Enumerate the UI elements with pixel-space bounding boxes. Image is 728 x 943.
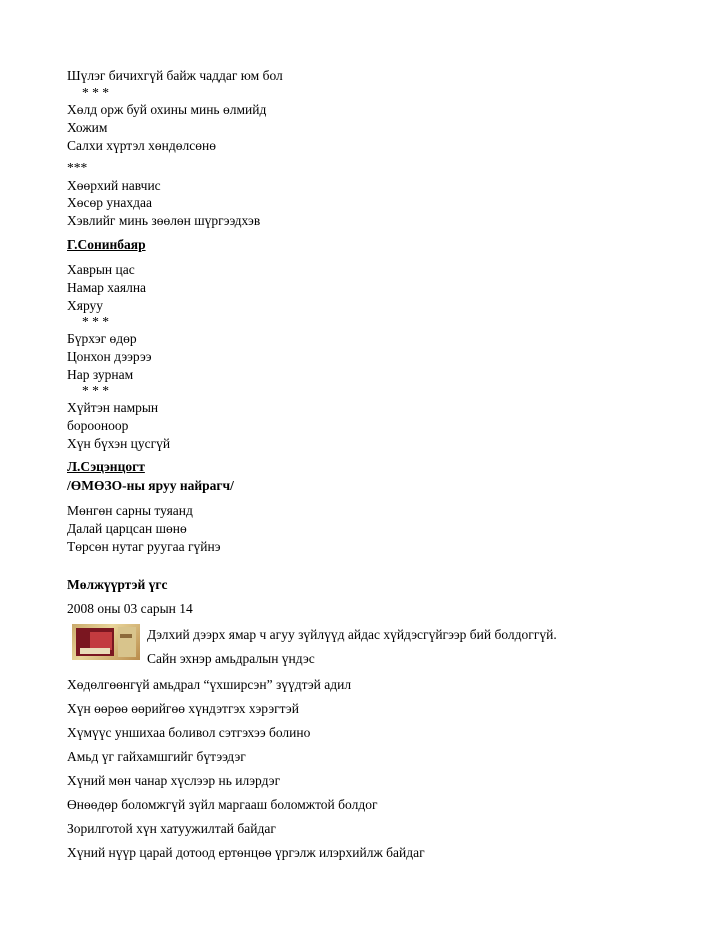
- quote-line: Хөдөлгөөнгүй амьдрал “үхширсэн” зүүдтэй адил: [67, 677, 352, 692]
- author-name: Г.Сонинбаяр: [67, 237, 146, 252]
- poem-line: Нар зурнам: [67, 367, 134, 382]
- quote-line: Сайн эхнэр амьдралын үндэс: [147, 651, 315, 666]
- quote-line: Өнөөдөр боломжгүй зүйл маргааш боломжтой болдог: [67, 797, 378, 812]
- poem-line: Хүн бүхэн цусгүй: [67, 436, 171, 451]
- poem-line: Бүрхэг өдөр: [67, 331, 137, 346]
- section-heading: Мөлжүүртэй үгс: [67, 577, 168, 592]
- poem-line: Хүйтэн намрын: [67, 400, 159, 415]
- poem-line: Хөсөр унахдаа: [67, 195, 152, 210]
- decorative-image: [72, 624, 140, 660]
- quote-line: Дэлхий дээрх ямар ч агуу зүйлүүд айдас хүйдэсгүйгээр бий болдоггүй.: [147, 627, 557, 642]
- poem-line: Хожим: [67, 120, 108, 135]
- poem-line: Хяруу: [67, 298, 104, 313]
- quote-line: Хүмүүс уншихаа боливол сэтгэхээ болино: [67, 725, 311, 740]
- quote-line: Амьд үг гайхамшгийг бүтээдэг: [67, 749, 246, 764]
- stanza-separator: * * *: [82, 383, 109, 398]
- poem-line: Хаврын цас: [67, 262, 135, 277]
- section-date: 2008 оны 03 сарын 14: [67, 601, 193, 616]
- poem-line: Шүлэг бичихгүй байж чаддаг юм бол: [67, 68, 283, 83]
- poem-line: Далай царцсан шөнө: [67, 521, 187, 536]
- quote-line: Зорилготой хүн хатуужилтай байдаг: [67, 821, 276, 836]
- quote-line: Хүний мөн чанар хүслээр нь илэрдэг: [67, 773, 281, 788]
- author-subtitle: /ӨМӨЗО-ны яруу найрагч/: [67, 478, 234, 493]
- quote-line: Хүн өөрөө өөрийгөө хүндэтгэх хэрэгтэй: [67, 701, 299, 716]
- author-name: Л.Сэцэнцогт: [67, 459, 145, 474]
- poem-line: Салхи хүртэл хөндөлсөнө: [67, 138, 216, 153]
- stanza-separator: * * *: [82, 85, 109, 100]
- stanza-separator: * * *: [82, 314, 109, 329]
- poem-line: бороонoор: [67, 418, 129, 433]
- poem-line: Хэвлийг минь зөөлөн шүргээдхэв: [67, 213, 261, 228]
- poem-line: Намар хаялна: [67, 280, 147, 295]
- poem-line: Хөөрхий навчис: [67, 178, 161, 193]
- stanza-separator: ***: [67, 160, 88, 175]
- poem-line: Цонхон дээрээ: [67, 349, 152, 364]
- poem-line: Хөлд орж буй охины минь өлмийд: [67, 102, 267, 117]
- poem-line: Төрсөн нутаг руугаа гүйнэ: [67, 539, 221, 554]
- quote-line: Хүний нүүр царай дотоод ертөнцөө үргэлж илэрхийлж байдаг: [67, 845, 425, 860]
- poem-line: Мөнгөн сарны туяанд: [67, 503, 193, 518]
